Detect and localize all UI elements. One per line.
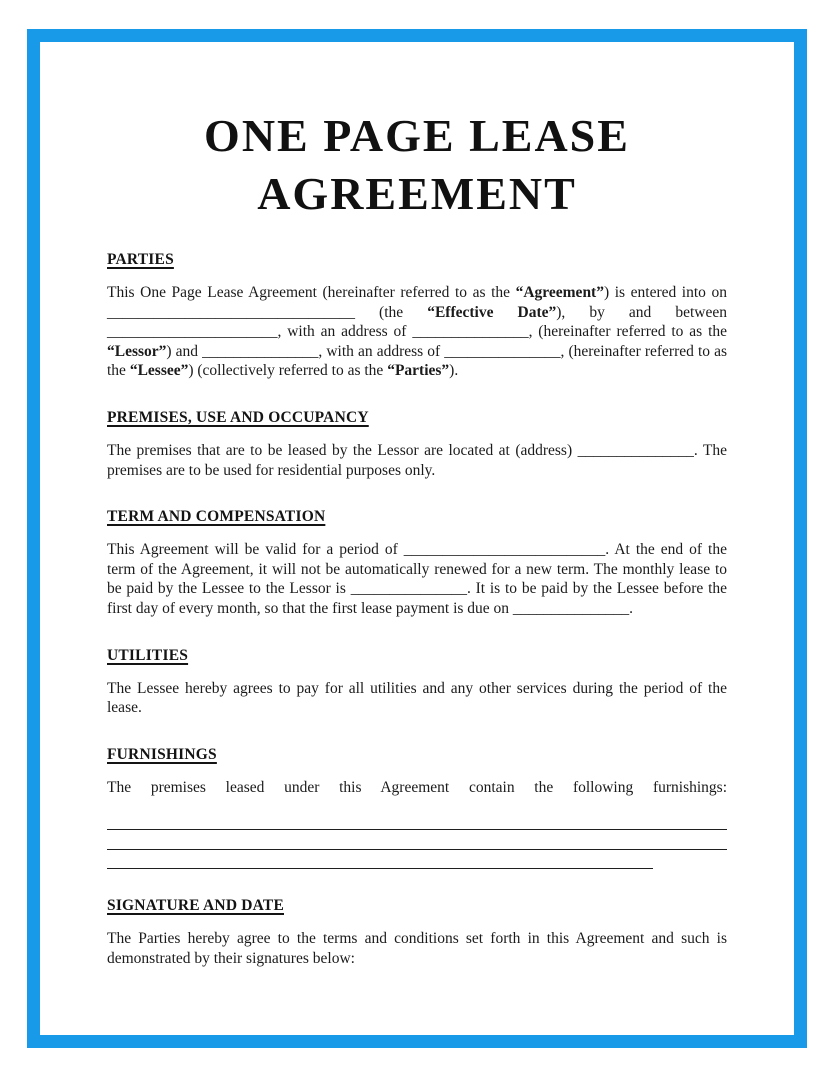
text-run: The Parties hereby agree to the terms and conditions set forth in this Agreement and such is demonstrated by their signatures below: (107, 930, 727, 967)
furnishings-blank-line (107, 810, 727, 830)
blank-effective-date: ________________________________ (107, 303, 355, 321)
blank-lessor-name: ______________________ (107, 323, 278, 341)
text-run: ). (449, 362, 459, 380)
section-heading-term: TERM AND COMPENSATION (107, 508, 326, 526)
blank-lessee-name: _______________ (202, 342, 319, 360)
furnishings-blank-line (107, 850, 653, 870)
defined-term-lessee: “Lessee” (129, 362, 189, 380)
text-run: ) and (166, 342, 203, 360)
furnishings-blank-lines (107, 810, 727, 869)
section-parties (107, 250, 727, 381)
section-signature (107, 896, 727, 968)
document-content (40, 42, 794, 968)
blank-premises-address: _______________ (577, 441, 694, 459)
section-heading-furnishings: FURNISHINGS (107, 745, 217, 763)
blank-lessor-address: _______________ (412, 323, 529, 341)
text-run: . (629, 599, 634, 617)
premises-paragraph (107, 441, 727, 480)
text-run: The premises that are to be leased by the Lessor are located at (address) (107, 441, 578, 459)
furnishings-blank-line (107, 830, 727, 850)
utilities-paragraph (107, 679, 727, 718)
section-utilities (107, 646, 727, 718)
text-run: . The premises are to be used for residential purposes only. (107, 441, 727, 479)
section-furnishings (107, 745, 727, 869)
furnishings-paragraph (107, 778, 727, 798)
text-run: , with an address of (318, 342, 445, 360)
text-run: ) (collectively referred to as the (188, 362, 388, 380)
signature-paragraph (107, 929, 727, 968)
text-run: ), by and between (556, 303, 727, 321)
parties-paragraph (107, 283, 727, 381)
section-premises (107, 408, 727, 480)
text-run: (the (355, 303, 428, 321)
defined-term-lessor: “Lessor” (107, 342, 167, 360)
text-run: This Agreement will be valid for a period of (107, 541, 404, 559)
section-heading-premises: PREMISES, USE AND OCCUPANCY (107, 408, 369, 426)
document-title: ONE PAGE LEASE AGREEMENT (204, 110, 630, 219)
text-run: The premises leased under this Agreement contain the following furnishings: (107, 778, 727, 796)
blank-monthly-lease-amount: _______________ (350, 580, 467, 598)
text-run: . At the end of the term of the Agreement, it will not be automatically renewed for a new term. The monthly lease to be paid by the Lessee to the Lessor is (107, 541, 727, 598)
blank-lessee-address: _______________ (444, 342, 561, 360)
defined-term-effective-date: “Effective Date” (427, 303, 557, 321)
section-heading-signature: SIGNATURE AND DATE (107, 897, 284, 915)
text-run: , (hereinafter referred to as the (107, 342, 728, 380)
defined-term-agreement: “Agreement” (515, 284, 604, 301)
text-run: . It is to be paid by the Lessee before the first day of every month, so that the first lease payment is due on (107, 580, 728, 617)
page-border (27, 29, 807, 1048)
text-run: This One Page Lease Agreement (hereinafter referred to as the (107, 284, 516, 301)
defined-term-parties: “Parties” (387, 362, 450, 380)
text-run: , (hereinafter referred to as the (528, 323, 727, 341)
section-heading-utilities: UTILITIES (107, 646, 189, 664)
term-paragraph (107, 540, 727, 618)
text-run: ) is entered into on (603, 284, 727, 301)
section-heading-parties: PARTIES (107, 251, 174, 268)
blank-first-payment-date: _______________ (512, 599, 630, 617)
text-run: , with an address of (277, 323, 413, 341)
section-term (107, 507, 727, 618)
text-run: The Lessee hereby agrees to pay for all utilities and any other services during the period of the lease. (107, 679, 727, 717)
blank-lease-period: __________________________ (403, 541, 606, 559)
